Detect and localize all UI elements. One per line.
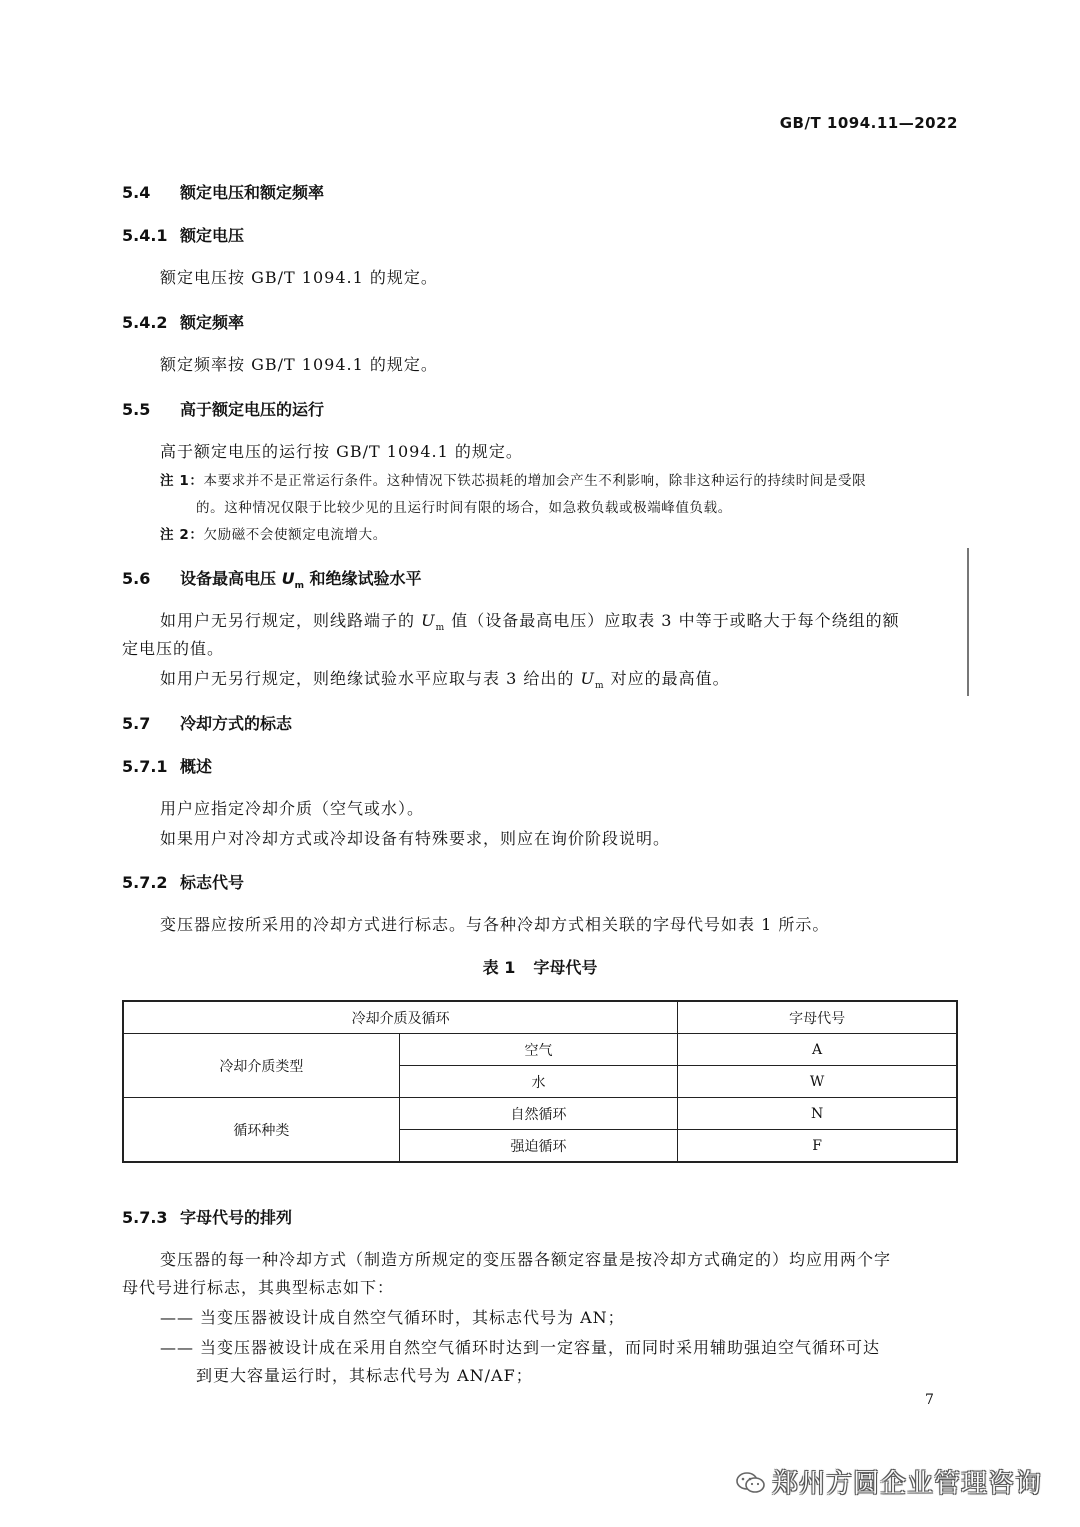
symbol-u: U: [281, 569, 295, 588]
list-item-2: [160, 1335, 880, 1358]
wechat-icon: [736, 1471, 766, 1495]
table-row: [123, 1034, 957, 1066]
header-cell: 冷却介质及循环: [123, 1001, 678, 1034]
section-title: 冷却方式的标志: [180, 714, 293, 733]
list-dash: ——: [160, 1338, 194, 1357]
section-number: 5.4: [122, 183, 151, 202]
section-number: 5.7.1: [122, 757, 168, 776]
paragraph-5-6-1-continued: 定电压的值。: [122, 639, 225, 658]
section-number: 5.4.1: [122, 226, 168, 245]
item-cell: 水: [399, 1066, 677, 1098]
heading-5-4-1: [122, 223, 244, 246]
text: 如用户无另行规定，则线路端子的: [160, 611, 422, 630]
paragraph-5-7-2: 变压器应按所采用的冷却方式进行标志。与各种冷却方式相关联的字母代号如表 1 所示。: [160, 915, 830, 934]
symbol-subscript: m: [594, 681, 605, 692]
table-caption: [0, 955, 1080, 978]
code-cell: A: [678, 1034, 957, 1066]
section-number: 5.7.2: [122, 873, 168, 892]
symbol-u: U: [580, 669, 595, 688]
section-number: 5.4.2: [122, 313, 168, 332]
paragraph-5-6-2: [160, 666, 730, 691]
watermark: [736, 1463, 1042, 1500]
watermark-text: 郑州方圆企业管理咨询: [772, 1469, 1043, 1499]
section-number: 5.7: [122, 714, 151, 733]
paragraph-5-7-1-1: 用户应指定冷却介质（空气或水）。: [160, 799, 425, 818]
note-1-continued: 的。这种情况仅限于比较少见的且运行时间有限的场合，如急救负载或极端峰值负载。: [196, 500, 732, 516]
heading-5-7-3: [122, 1205, 292, 1228]
list-dash: ——: [160, 1308, 194, 1327]
section-title: 标志代号: [180, 873, 245, 892]
section-number: 5.6: [122, 569, 151, 588]
note-1: [160, 469, 866, 489]
note-text: 本要求并不是正常运行条件。这种情况下铁芯损耗的增加会产生不利影响，除非这种运行的持续时间是受限: [203, 473, 867, 489]
heading-5-7-2: [122, 870, 244, 893]
section-number: 5.7.3: [122, 1208, 168, 1227]
table-number: 表 1: [482, 958, 516, 977]
section-title: 高于额定电压的运行: [180, 400, 325, 419]
note-label: 注 2：: [160, 527, 204, 543]
paragraph-5-4-2: 额定频率按 GB/T 1094.1 的规定。: [160, 355, 438, 374]
paragraph-5-7-3-1: 变压器的每一种冷却方式（制造方所规定的变压器各额定容量是按冷却方式确定的）均应用两个字: [160, 1250, 892, 1269]
heading-5-4: [122, 180, 324, 203]
heading-5-5: [122, 397, 324, 420]
table-header-row: [123, 1001, 957, 1034]
text: 值（设备最高电压）应取表 3 中等于或略大于每个绕组的额: [445, 611, 900, 630]
section-title: 设备最高电压: [180, 569, 282, 588]
section-title: 概述: [180, 757, 213, 776]
paragraph-5-6-1: [160, 608, 900, 633]
heading-5-6: [122, 566, 422, 591]
code-cell: N: [678, 1098, 957, 1130]
section-title: 额定电压和额定频率: [180, 183, 325, 202]
section-title-rest: 和绝缘试验水平: [303, 569, 422, 588]
item-cell: 空气: [399, 1034, 677, 1066]
list-text: 当变压器被设计成自然空气循环时，其标志代号为 AN；: [200, 1308, 625, 1327]
standard-number: GB/T 1094.11—2022: [779, 114, 958, 132]
change-bar: [967, 548, 969, 696]
group-cell: 循环种类: [123, 1098, 399, 1163]
section-title: 额定频率: [180, 313, 245, 332]
group-cell: 冷却介质类型: [123, 1034, 399, 1098]
letter-code-table: [122, 1000, 958, 1163]
code-cell: W: [678, 1066, 957, 1098]
text: 如用户无另行规定，则绝缘试验水平应取与表 3 给出的: [160, 669, 581, 688]
section-number: 5.5: [122, 400, 151, 419]
list-item-2-continued: 到更大容量运行时，其标志代号为 AN/AF；: [196, 1366, 533, 1385]
list-item-1: [160, 1305, 625, 1328]
table-title: 字母代号: [533, 958, 598, 977]
heading-5-7: [122, 711, 292, 734]
note-text: 欠励磁不会使额定电流增大。: [203, 527, 387, 543]
section-title: 额定电压: [180, 226, 245, 245]
text: 对应的最高值。: [604, 669, 730, 688]
heading-5-4-2: [122, 310, 244, 333]
heading-5-7-1: [122, 754, 212, 777]
paragraph-5-5: 高于额定电压的运行按 GB/T 1094.1 的规定。: [160, 442, 523, 461]
symbol-subscript: m: [294, 581, 304, 592]
symbol-u: U: [421, 611, 436, 630]
item-cell: 强迫循环: [399, 1130, 677, 1163]
page-number: 7: [925, 1392, 934, 1408]
note-label: 注 1：: [160, 473, 204, 489]
code-cell: F: [678, 1130, 957, 1163]
symbol-subscript: m: [435, 623, 446, 634]
paragraph-5-4-1: 额定电压按 GB/T 1094.1 的规定。: [160, 268, 438, 287]
header-cell: 字母代号: [678, 1001, 957, 1034]
table-row: [123, 1098, 957, 1130]
list-text: 当变压器被设计成在采用自然空气循环时达到一定容量，而同时采用辅助强迫空气循环可达: [200, 1338, 881, 1357]
paragraph-5-7-3-1-continued: 母代号进行标志，其典型标志如下：: [122, 1278, 395, 1297]
item-cell: 自然循环: [399, 1098, 677, 1130]
section-title: 字母代号的排列: [180, 1208, 293, 1227]
paragraph-5-7-1-2: 如果用户对冷却方式或冷却设备有特殊要求，则应在询价阶段说明。: [160, 829, 671, 848]
note-2: [160, 523, 387, 543]
